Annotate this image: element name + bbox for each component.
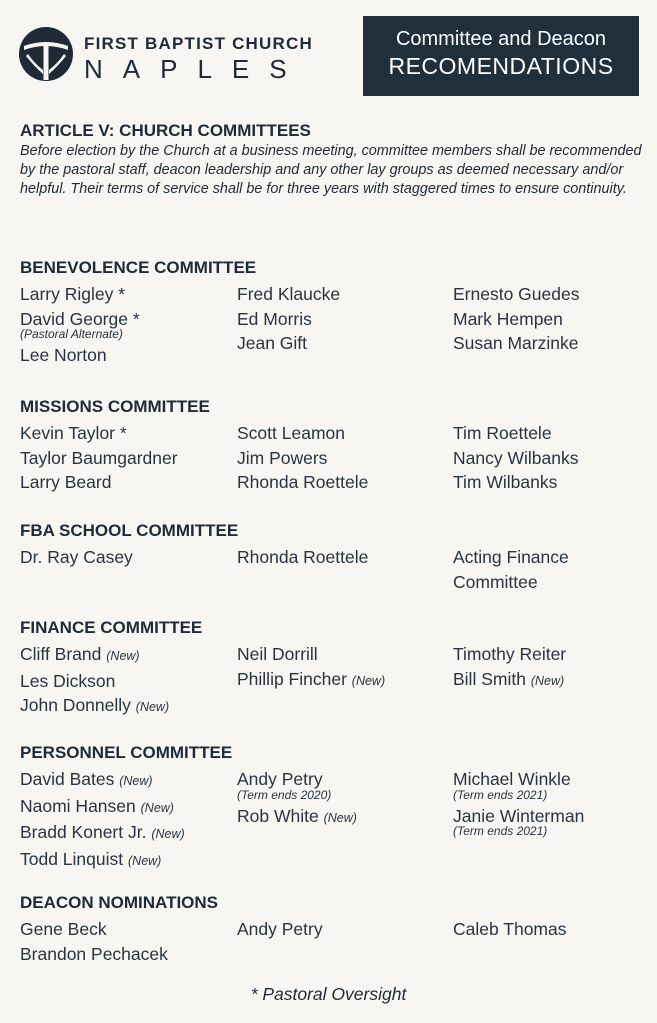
member-name: Cliff Brand xyxy=(20,644,102,664)
term-note: (Term ends 2020) xyxy=(237,787,332,802)
column-3 xyxy=(453,282,579,356)
member-name: Nancy Wilbanks xyxy=(453,447,579,468)
member-name: Jim Powers xyxy=(237,447,328,468)
new-tag: (New) xyxy=(135,700,170,714)
member-name: Ed Morris xyxy=(237,308,312,329)
member-name: Tim Wilbanks xyxy=(453,472,558,492)
column-2 xyxy=(237,917,323,942)
column-1 xyxy=(20,421,178,495)
member-name: Lee Norton xyxy=(20,345,107,365)
column-1 xyxy=(20,642,169,720)
member-name: Fred Klaucke xyxy=(237,284,341,304)
member-name: Andy Petry xyxy=(237,919,323,939)
column-3 xyxy=(453,545,643,594)
section-title: DEACON NOMINATIONS xyxy=(20,893,219,912)
article-heading: ARTICLE V: CHURCH COMMITTEES xyxy=(20,121,311,140)
column-3 xyxy=(453,642,566,693)
member-name: Janie Winterman xyxy=(453,805,585,826)
member-name: Larry Beard xyxy=(20,472,112,492)
member-name: Dr. Ray Casey xyxy=(20,547,133,567)
member-name: Les Dickson xyxy=(20,670,116,691)
member-name: John Donnelly xyxy=(20,695,131,715)
member-entry xyxy=(20,767,185,794)
section-title: PERSONNEL COMMITTEE xyxy=(20,743,233,762)
member-note: (Pastoral Alternate) xyxy=(20,327,123,341)
column-2 xyxy=(237,282,340,356)
member-name: David Bates xyxy=(20,769,115,789)
member-name: Gene Beck xyxy=(20,919,107,939)
brand-city: NAPLES xyxy=(84,54,307,84)
term-note: (Term ends 2021) xyxy=(453,824,548,838)
member-entry xyxy=(20,693,169,720)
member-entry xyxy=(20,642,169,669)
member-name: Susan Marzinke xyxy=(453,333,579,353)
member-name: Timothy Reiter xyxy=(453,644,567,664)
new-tag: (New) xyxy=(323,810,357,825)
section-title: MISSIONS COMMITTEE xyxy=(20,397,210,416)
member-name: Rob White xyxy=(237,805,319,826)
new-tag: (New) xyxy=(140,800,174,815)
column-1 xyxy=(20,767,185,873)
member-name: Taylor Baumgardner xyxy=(20,447,178,468)
member-name: Caleb Thomas xyxy=(453,919,567,939)
member-name: Larry Rigley * xyxy=(20,284,126,304)
member-name: Acting Finance Committee xyxy=(453,547,569,592)
title-line-1: Committee and Deacon xyxy=(395,28,607,50)
section-title: BENEVOLENCE COMMITTEE xyxy=(20,258,257,277)
term-note: (Term ends 2021) xyxy=(453,787,548,802)
member-name: Bradd Konert Jr. xyxy=(20,822,147,842)
member-entry xyxy=(453,667,566,694)
member-name: Neil Dorrill xyxy=(237,644,318,664)
column-3 xyxy=(453,917,567,942)
member-name: Scott Leamon xyxy=(237,423,345,443)
new-tag: (New) xyxy=(351,673,386,688)
new-tag: (New) xyxy=(106,649,140,663)
new-tag: (New) xyxy=(128,853,162,868)
new-tag: (New) xyxy=(151,827,185,841)
member-name: Bill Smith xyxy=(453,668,526,689)
member-entry xyxy=(20,820,185,847)
member-name: Tim Roettele xyxy=(453,423,552,443)
column-2 xyxy=(237,767,357,830)
column-3 xyxy=(453,767,584,840)
section-title: FINANCE COMMITTEE xyxy=(20,618,203,637)
new-tag: (New) xyxy=(119,774,153,788)
member-name: Andy Petry xyxy=(237,769,323,789)
church-logo-icon xyxy=(18,26,74,82)
member-name: Naomi Hansen xyxy=(20,795,136,816)
article-body: Before election by the Church at a business meeting, committee members shall be recommended by the pastoral staff, deacon leadership and any other lay groups as deemed necessary and/or helpful. Their terms of service shall be for three years with staggered times to ensure continuity. xyxy=(20,143,642,197)
footer-note: * Pastoral Oversight xyxy=(250,984,407,1004)
member-name: Michael Winkle xyxy=(453,769,571,789)
title-box xyxy=(363,16,639,96)
member-name: Kevin Taylor * xyxy=(20,423,127,443)
member-name: Jean Gift xyxy=(237,333,308,353)
column-2 xyxy=(237,421,368,495)
member-name: Ernesto Guedes xyxy=(453,284,580,304)
column-1 xyxy=(20,917,168,966)
member-name: David George * xyxy=(20,308,140,329)
new-tag: (New) xyxy=(530,673,565,688)
column-2 xyxy=(237,642,385,693)
member-entry xyxy=(237,667,385,694)
member-name: Rhonda Roettele xyxy=(237,472,369,492)
column-1 xyxy=(20,545,133,570)
member-name: Rhonda Roettele xyxy=(237,547,369,567)
column-2 xyxy=(237,545,368,570)
member-entry xyxy=(237,804,357,831)
section-title: FBA SCHOOL COMMITTEE xyxy=(20,521,239,540)
column-1 xyxy=(20,282,140,368)
title-line-2: RECOMENDATIONS xyxy=(388,53,614,79)
column-3 xyxy=(453,421,578,495)
brand-name: FIRST BAPTIST CHURCH xyxy=(84,34,313,53)
member-name: Mark Hempen xyxy=(453,308,563,329)
member-name: Brandon Pechacek xyxy=(20,943,168,964)
member-name: Phillip Fincher xyxy=(237,668,347,689)
member-name: Todd Linquist xyxy=(20,848,124,869)
member-entry xyxy=(20,794,185,821)
member-entry xyxy=(20,847,185,874)
